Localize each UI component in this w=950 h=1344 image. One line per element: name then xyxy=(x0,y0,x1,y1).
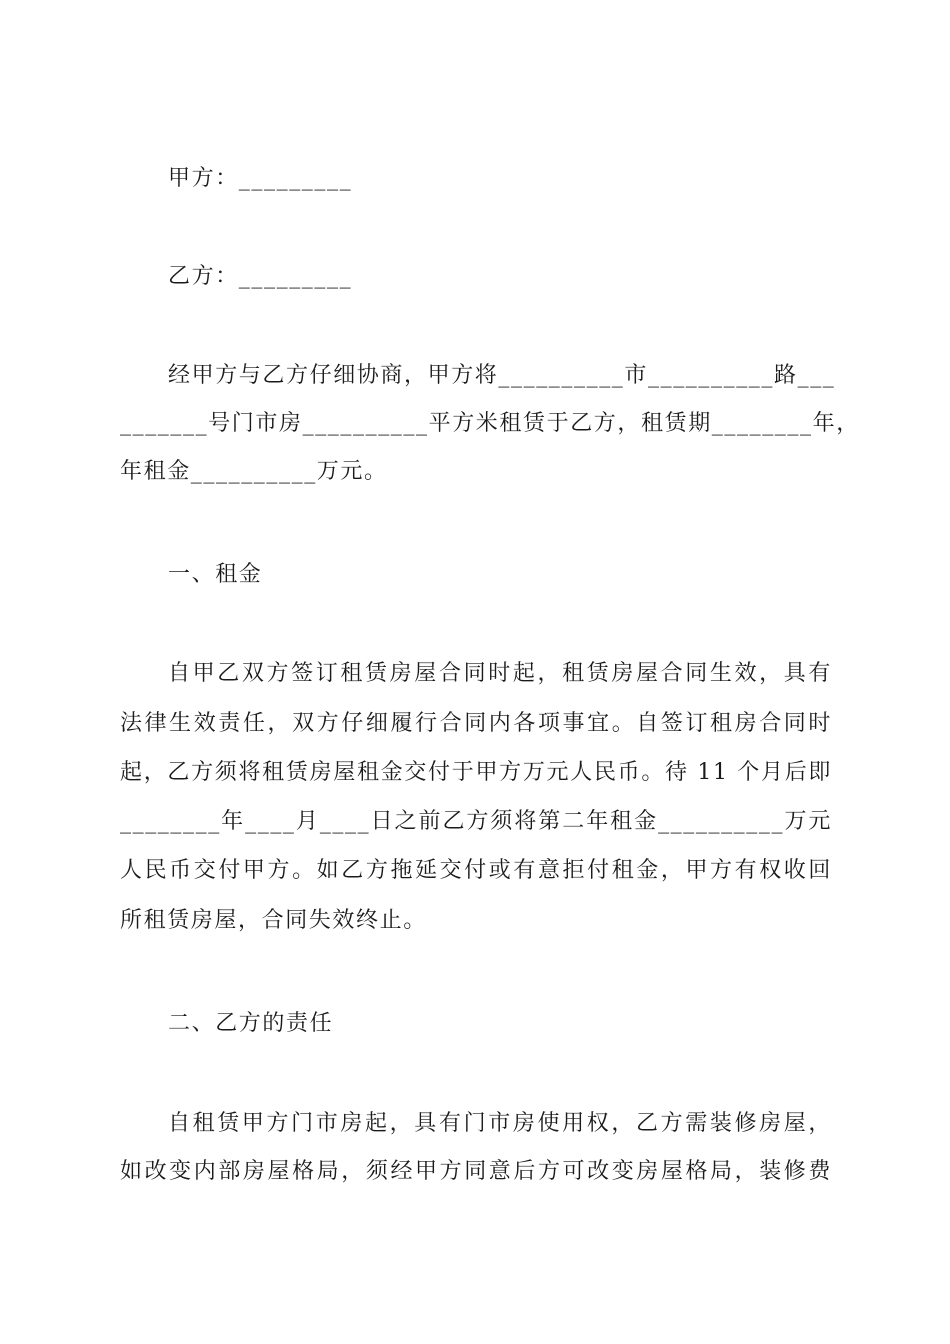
intro-line-3: 年租金__________万元。 xyxy=(120,459,388,484)
party-a-line: 甲方：_________ xyxy=(168,166,353,191)
section-1-line-6: 所租赁房屋，合同失效终止。 xyxy=(120,908,427,933)
section-1-heading: 一、租金 xyxy=(168,562,263,587)
party-b-line: 乙方：_________ xyxy=(168,264,353,289)
section-2-line-1: 自租赁甲方门市房起，具有门市房使用权，乙方需装修房屋， xyxy=(168,1111,832,1136)
intro-line-2: _______号门市房__________平方米租赁于乙方，租赁期________年， xyxy=(120,411,860,436)
section-1-line-2: 法律生效责任，双方仔细履行合同内各项事宜。自签订租房合同时 xyxy=(120,711,832,736)
section-2-heading: 二、乙方的责任 xyxy=(168,1011,334,1036)
section-1-line-3: 起，乙方须将租赁房屋租金交付于甲方万元人民币。待 11 个月后即 xyxy=(120,760,832,785)
section-1-line-4: ________年____月____日之前乙方须将第二年租金__________万元 xyxy=(120,809,832,834)
intro-line-1: 经甲方与乙方仔细协商，甲方将__________市__________路___ xyxy=(168,363,836,388)
section-2-line-2: 如改变内部房屋格局，须经甲方同意后方可改变房屋格局，装修费 xyxy=(120,1159,832,1184)
section-1-line-5: 人民币交付甲方。如乙方拖延交付或有意拒付租金，甲方有权收回 xyxy=(120,858,832,883)
section-1-line-1: 自甲乙双方签订租赁房屋合同时起，租赁房屋合同生效，具有 xyxy=(168,661,832,686)
